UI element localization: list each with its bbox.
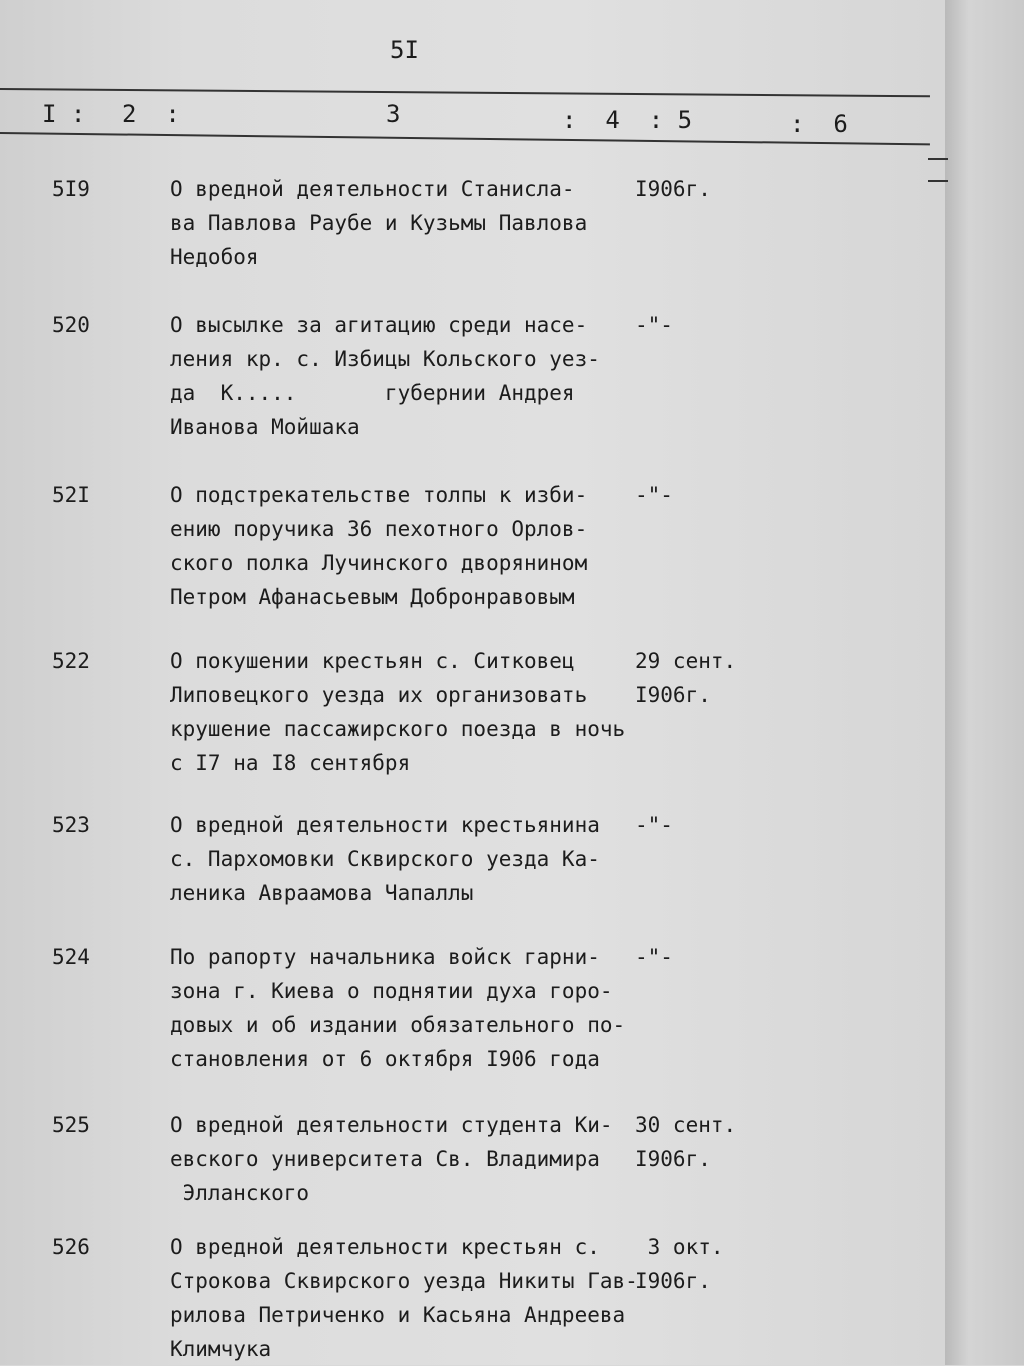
entry-number: 522 (52, 649, 90, 673)
description-line: да К..... губернии Андрея (170, 381, 575, 405)
description-line: О вредной деятельности Станисла- (170, 177, 575, 201)
date-line: 3 окт. (635, 1235, 724, 1259)
entry-date (635, 1108, 736, 1176)
description-line: Петром Афанасьевым Добронравовым (170, 585, 575, 609)
entry-number: 5I9 (52, 177, 90, 201)
entry-date (635, 644, 736, 712)
date-line: -"- (635, 945, 673, 969)
entry-description (170, 172, 587, 274)
entry-description (170, 308, 600, 444)
description-line: рилова Петриченко и Касьяна Андреева (170, 1303, 626, 1327)
entry-date (635, 172, 711, 206)
description-line: Иванова Мойшака (170, 415, 360, 439)
description-line: ению поручика 36 пехотного Орлов- (170, 517, 588, 541)
entry-number: 520 (52, 313, 90, 337)
date-line: -"- (635, 483, 673, 507)
paper-edge (945, 0, 1024, 1365)
description-line: с I7 на I8 сентября (170, 751, 411, 775)
description-line: с. Пархомовки Сквирского уезда Ка- (170, 847, 600, 871)
entry-description (170, 644, 625, 780)
entry-number: 525 (52, 1113, 90, 1137)
description-line: О вредной деятельности студента Ки- (170, 1113, 613, 1137)
entry-description (170, 1108, 613, 1210)
description-line: Липовецкого уезда их организовать (170, 683, 588, 707)
page-number: 5I (390, 36, 419, 64)
entry-description (170, 808, 600, 910)
description-line: О покушении крестьян с. Ситковец (170, 649, 575, 673)
description-line: евского университета Св. Владимира (170, 1147, 600, 1171)
description-line: О вредной деятельности крестьян с. (170, 1235, 600, 1259)
entry-number: 524 (52, 945, 90, 969)
column-header-6: : 6 (790, 110, 848, 138)
entry-date (635, 478, 673, 512)
description-line: становления от 6 октября I906 года (170, 1047, 600, 1071)
date-line: 29 сент. (635, 649, 737, 673)
description-line: Строкова Сквирского уезда Никиты Гав- (170, 1269, 638, 1293)
description-line: Недобоя (170, 245, 259, 269)
description-line: Климчука (170, 1337, 272, 1361)
date-line: 30 сент. (635, 1113, 737, 1137)
date-line: -"- (635, 813, 673, 837)
margin-mark (928, 158, 948, 160)
entry-description (170, 1230, 638, 1366)
date-line: -"- (635, 313, 673, 337)
entry-description (170, 478, 587, 614)
description-line: леника Авраамова Чапаллы (170, 881, 474, 905)
margin-mark (928, 180, 948, 182)
date-line: I906г. (635, 1269, 711, 1293)
description-line: По рапорту начальника войск гарни- (170, 945, 600, 969)
description-line: ского полка Лучинского дворянином (170, 551, 588, 575)
entry-date (635, 808, 673, 842)
date-line: I906г. (635, 1147, 711, 1171)
column-header-2: 2 : (122, 100, 180, 128)
description-line: Элланского (170, 1181, 310, 1205)
entry-date (635, 308, 673, 342)
description-line: ления кр. с. Избицы Кольского уез- (170, 347, 600, 371)
entry-date (635, 940, 673, 974)
date-line: I906г. (635, 177, 711, 201)
description-line: О подстрекательстве толпы к изби- (170, 483, 588, 507)
entry-number: 523 (52, 813, 90, 837)
column-header-3: 3 (386, 100, 401, 128)
column-header-4: : 4 : 5 (562, 106, 693, 134)
entry-number: 526 (52, 1235, 90, 1259)
entry-description (170, 940, 625, 1076)
description-line: О вредной деятельности крестьянина (170, 813, 600, 837)
description-line: О высылке за агитацию среди насе- (170, 313, 588, 337)
date-line: I906г. (635, 683, 711, 707)
entry-number: 52I (52, 483, 90, 507)
description-line: ва Павлова Раубе и Кузьмы Павлова (170, 211, 588, 235)
entry-date (635, 1230, 724, 1298)
description-line: довых и об издании обязательного по- (170, 1013, 626, 1037)
description-line: крушение пассажирского поезда в ночь (170, 717, 626, 741)
description-line: зона г. Киева о поднятии духа горо- (170, 979, 613, 1003)
column-header-1: I : (42, 100, 86, 128)
